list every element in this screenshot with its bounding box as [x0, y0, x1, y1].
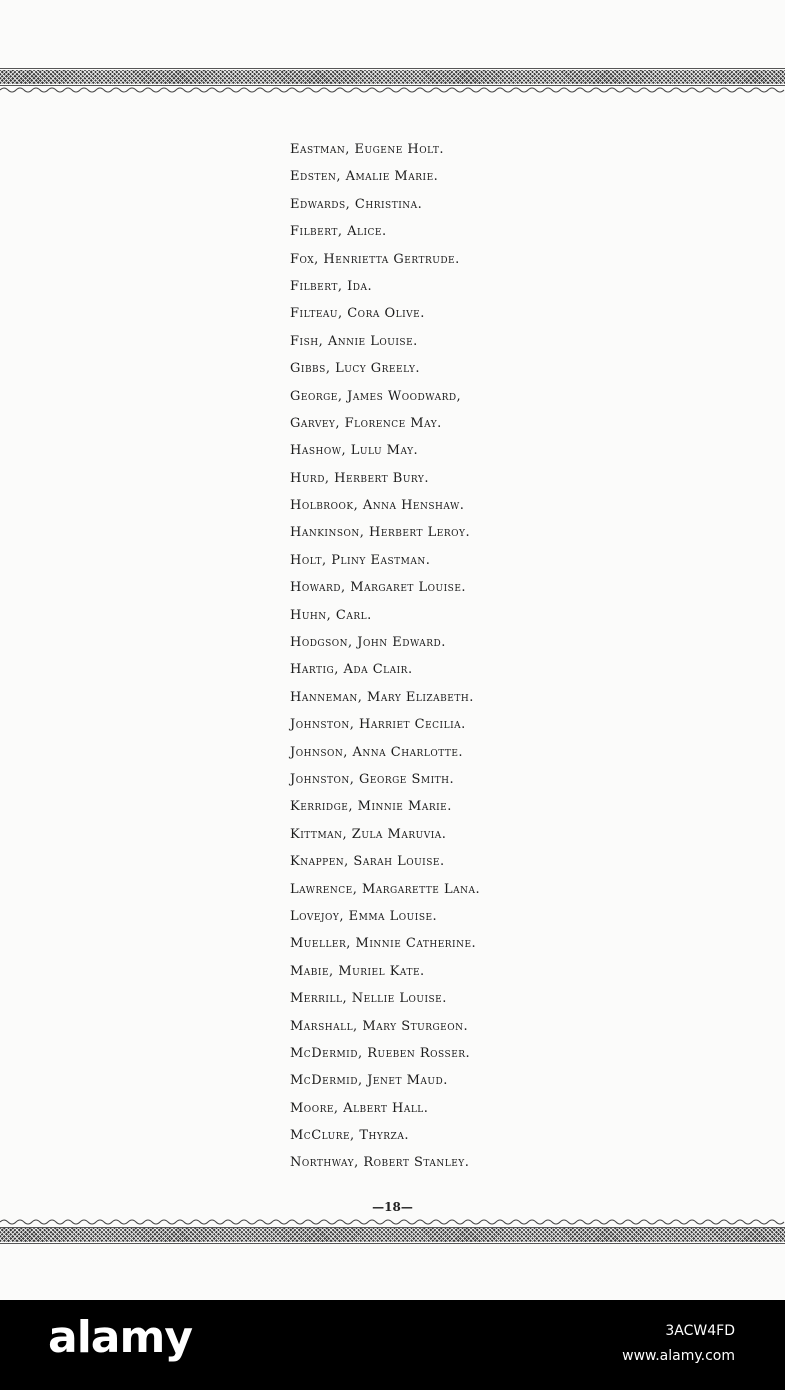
name-entry: McDermid, Rueben Rosser.: [290, 1045, 471, 1061]
name-entry: Gibbs, Lucy Greely.: [290, 361, 421, 377]
bottom-wave-border: [0, 1218, 785, 1226]
name-entry: Johnston, George Smith.: [290, 771, 455, 787]
name-entry: Edsten, Amalie Marie.: [290, 169, 439, 185]
name-entry: Kerridge, Minnie Marie.: [290, 799, 452, 815]
top-ornamental-border: [0, 70, 785, 84]
name-entry: Filbert, Ida.: [290, 278, 373, 294]
top-rule: [0, 68, 785, 69]
name-entry: Mabie, Muriel Kate.: [290, 963, 425, 979]
name-entry: Filbert, Alice.: [290, 224, 387, 240]
name-entry: Moore, Albert Hall.: [290, 1100, 429, 1116]
name-entry: Hodgson, John Edward.: [290, 635, 446, 651]
page-number: —18—: [372, 1200, 413, 1214]
name-entry: Hankinson, Herbert Leroy.: [290, 525, 471, 541]
name-entry: Garvey, Florence May.: [290, 415, 442, 431]
name-entry: Eastman, Eugene Holt.: [290, 142, 445, 157]
alamy-logo: alamy: [48, 1312, 192, 1363]
name-entry: Holbrook, Anna Henshaw.: [290, 498, 465, 514]
name-entry: Johnston, Harriet Cecilia.: [290, 717, 466, 733]
name-entry: Fish, Annie Louise.: [290, 333, 418, 349]
name-entry: Hartig, Ada Clair.: [290, 662, 413, 678]
name-entry: Huhn, Carl.: [290, 607, 372, 623]
name-entry: Hanneman, Mary Elizabeth.: [290, 689, 474, 705]
name-entry: Johnson, Anna Charlotte.: [290, 744, 464, 760]
name-entry: Northway, Robert Stanley.: [290, 1155, 470, 1171]
top-wave-border: [0, 86, 785, 94]
name-entry: Fox, Henrietta Gertrude.: [290, 251, 460, 267]
name-entry: Lovejoy, Emma Louise.: [290, 908, 438, 924]
image-id: 3ACW4FD: [665, 1323, 735, 1339]
name-entry: Hashow, Lulu May.: [290, 443, 419, 459]
name-entry: Filteau, Cora Olive.: [290, 306, 425, 322]
name-entry: Marshall, Mary Sturgeon.: [290, 1018, 469, 1034]
name-entry: McDermid, Jenet Maud.: [290, 1073, 448, 1089]
name-entry: Kittman, Zula Maruvia.: [290, 826, 447, 842]
name-entry: Edwards, Christina.: [290, 196, 423, 212]
names-list: [290, 136, 590, 1177]
bottom-ornamental-border: [0, 1228, 785, 1242]
name-entry: Holt, Pliny Eastman.: [290, 552, 431, 568]
name-entry: McClure, Thyrza.: [290, 1128, 409, 1144]
name-entry: Howard, Margaret Louise.: [290, 580, 467, 596]
name-entry: George, James Woodward,: [290, 388, 462, 404]
bottom-rule: [0, 1243, 785, 1244]
name-entry: Merrill, Nellie Louise.: [290, 991, 447, 1007]
name-entry: Lawrence, Margarette Lana.: [290, 881, 481, 897]
name-entry: Hurd, Herbert Bury.: [290, 470, 430, 486]
name-entry: Knappen, Sarah Louise.: [290, 854, 445, 870]
name-entry: Mueller, Minnie Catherine.: [290, 936, 477, 952]
site-url: www.alamy.com: [622, 1348, 735, 1364]
